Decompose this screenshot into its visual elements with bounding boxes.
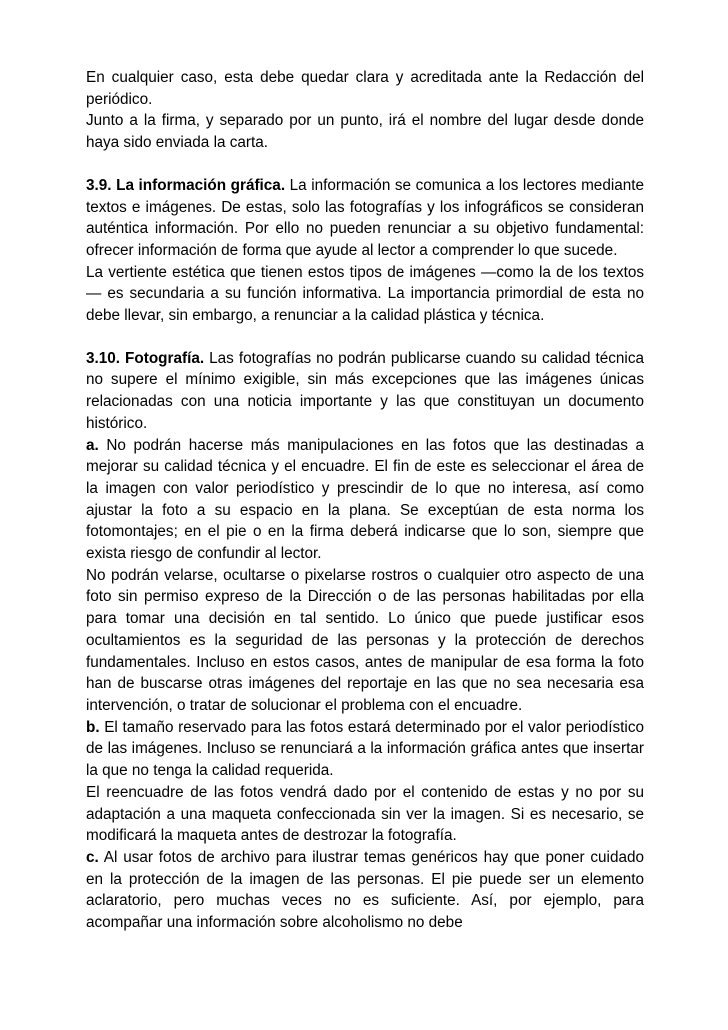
paragraph-text: No podrán hacerse más manipulaciones en las fotos que las destinadas a mejorar su calidad técnica y el encuadre. El fin de este es seleccionar el área de la imagen con valor periodístico y prescindir de lo que no interesa, así como ajustar la foto a su espacio en la plana. Se exceptúan de esta norma los fotomontajes; en el pie o en la firma deberá indicarse que lo son, siempre que exista riesgo de confundir al lector. xyxy=(86,436,644,563)
paragraph-text: La vertiente estética que tienen estos tipos de imágenes —como la de los textos— es secundaria a su función informativa. La importancia primordial de esta no debe llevar, sin embargo, a renunciar a la calidad plástica y técnica. xyxy=(86,263,644,325)
list-paragraph-c xyxy=(86,847,644,934)
paragraph xyxy=(86,782,644,847)
paragraph-spacer xyxy=(86,154,644,175)
paragraph-text: En cualquier caso, esta debe quedar clara y acreditada ante la Redacción del periódico. xyxy=(86,69,644,108)
list-marker: a. xyxy=(86,436,99,454)
paragraph xyxy=(86,110,644,153)
section-paragraph-3-9 xyxy=(86,175,644,262)
paragraph-text: Las fotografías no podrán publicarse cuando su calidad técnica no supere el mínimo exigible, sin más excepciones que las imágenes únicas relacionadas con una noticia importante y las que constituyan un documento histórico. xyxy=(86,349,644,432)
paragraph-text: No podrán velarse, ocultarse o pixelarse rostros o cualquier otro aspecto de una foto sin permiso expreso de la Dirección o de las personas habilitadas por ella para tomar una decisión en tal sentido. Lo único que puede justificar esos ocultamientos es la seguridad de las personas y la protección de derechos fundamentales. Incluso en estos casos, antes de manipular de esa forma la foto han de buscarse otras imágenes del reportaje en las que no sea necesaria esa intervención, o tratar de solucionar el problema con el encuadre. xyxy=(86,566,644,714)
list-paragraph-b xyxy=(86,717,644,782)
paragraph xyxy=(86,262,644,327)
paragraph-text: Junto a la firma, y separado por un punto, irá el nombre del lugar desde donde haya sido enviada la carta. xyxy=(86,112,644,152)
document-page xyxy=(86,67,644,934)
paragraph-text: Al usar fotos de archivo para ilustrar temas genéricos hay que poner cuidado en la protección de la imagen de las personas. El pie puede ser un elemento aclaratorio, pero muchas veces no es suficiente. Así, por ejemplo, para acompañar una información sobre alcoholismo no debe xyxy=(86,848,644,932)
paragraph-text: El tamaño reservado para las fotos estará determinado por el valor periodístico de las imágenes. Incluso se renunciará a la información gráfica antes que insertar la que no tenga la calidad requerida. xyxy=(86,718,644,780)
section-heading: 3.9. La información gráfica. xyxy=(86,176,286,194)
list-paragraph-a xyxy=(86,435,644,565)
list-marker: c. xyxy=(86,848,99,866)
paragraph xyxy=(86,565,644,717)
section-heading: 3.10. Fotografía. xyxy=(86,349,205,367)
list-marker: b. xyxy=(86,718,100,736)
paragraph-spacer xyxy=(86,327,644,348)
paragraph-text: La información se comunica a los lectores mediante textos e imágenes. De estas, solo las fotografías y los infográficos se consideran auténtica información. Por ello no pueden renunciar a su objetivo fundamental: ofrecer información de forma que ayude al lector a comprender lo que sucede. xyxy=(86,176,644,259)
section-paragraph-3-10 xyxy=(86,348,644,435)
paragraph-text: El reencuadre de las fotos vendrá dado por el contenido de estas y no por su adaptación a una maqueta confeccionada sin ver la imagen. Si es necesario, se modificará la maqueta antes de destrozar la fotografía. xyxy=(86,783,644,845)
paragraph xyxy=(86,67,644,110)
